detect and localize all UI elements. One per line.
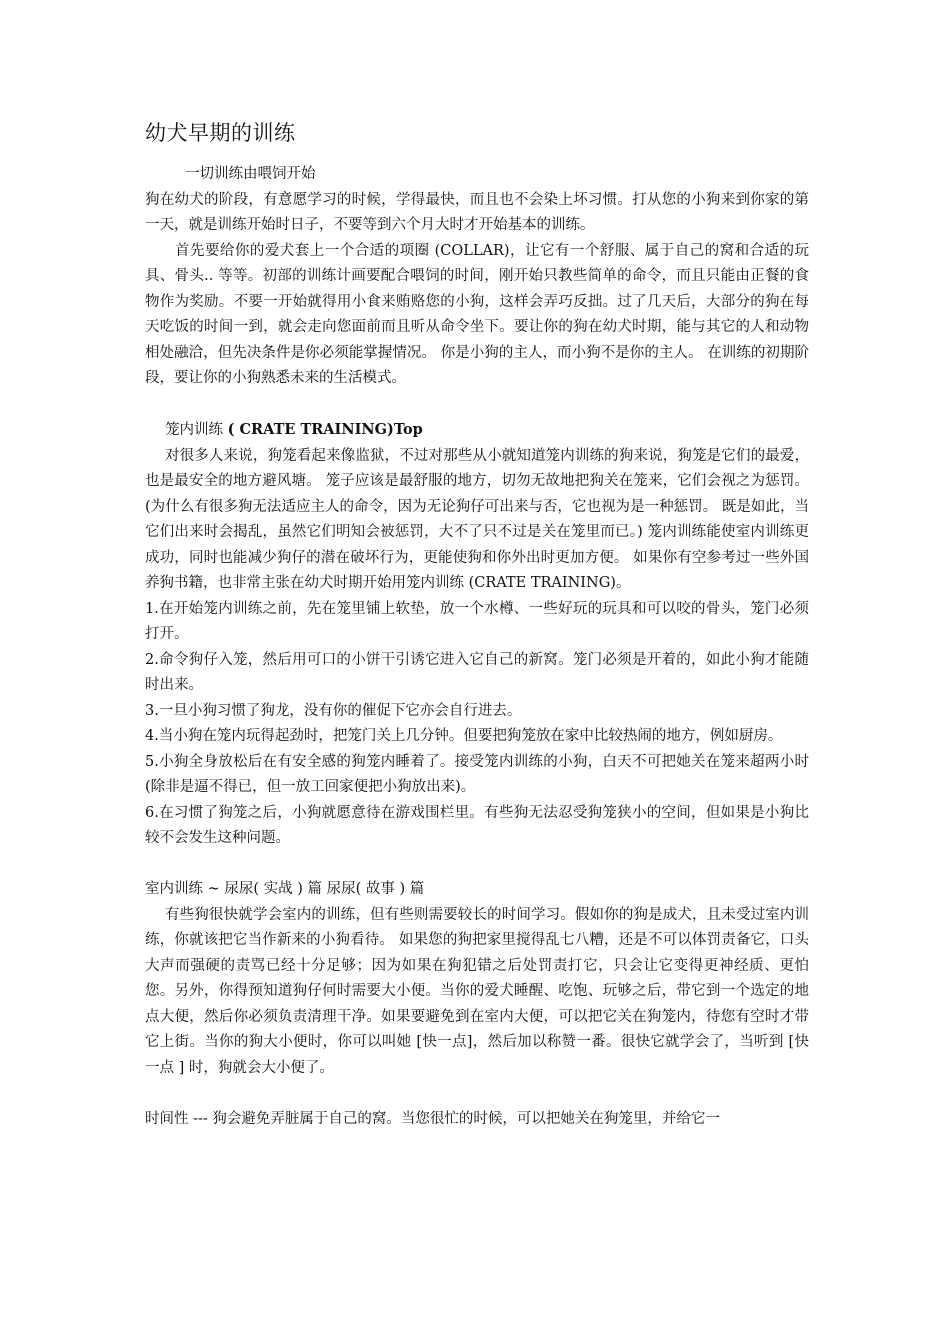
list-item: 1.在开始笼内训练之前，先在笼里铺上软垫，放一个水樽、一些好玩的玩具和可以咬的骨头，笼门必须打开。 [145,600,809,642]
document-page [145,118,809,1132]
section-feeding-paragraph-1: 狗在幼犬的阶段，有意愿学习的时候，学得最快，而且也不会染上坏习惯。打从您的小狗来到你家的第一天，就是训练开始时日子，不要等到六个月大时才开始基本的训练。 [145,191,809,233]
list-item: 4.当小狗在笼内玩得起劲时，把笼门关上几分钟。但要把狗笼放在家中比较热闹的地方，例如厨房。 [145,728,783,744]
section-crate-heading-cn: 笼内训练 [165,422,223,438]
list-item: 5.小狗全身放松后在有安全感的狗笼内睡着了。接受笼内训练的小狗，白天不可把她关在笼来超两小时 (除非是逼不得已，但一放工回家便把小狗放出来)。 [145,753,809,795]
section-crate-heading [145,417,809,444]
spacer [145,1081,809,1107]
page-title: 幼犬早期的训练 [145,121,296,145]
section-feeding-paragraph-2: 首先要给你的爱犬套上一个合适的项圈 (COLLAR)，让它有一个舒服、属于自己的窝和合适的玩具、骨头.. 等等。初部的训练计画要配合喂饲的时间，刚开始只教些简单的命令，而且只能由正餐的食物作为奖励。不要一开始就得用小食来贿赂您的小狗，这样会弄巧反拙。过了几天后，大部分的狗在每天吃饭的时间一到，就会走向您面前而且听从命令坐下。要让你的狗在幼犬时期，能与其它的人和动物相处融洽，但先决条件是你必须能掌握情况。 你是小狗的主人，而小狗不是你的主人。 在训练的初期阶段，要让你的小狗熟悉未来的生活模式。 [145,242,809,386]
section-indoor-paragraph: 有些狗很快就学会室内的训练，但有些则需要较长的时间学习。假如你的狗是成犬，且未受过室内训练，你就该把它当作新来的小狗看待。 如果您的狗把家里搅得乱七八糟，还是不可以体罚责备它，口头大声而强硬的责骂已经十分足够；因为如果在狗犯错之后处罚责打它，只会让它变得更神经质、更怕您。另外，你得预知道狗仔何时需要大小便。当你的爱犬睡醒、吃饱、玩够之后，带它到一个选定的地点大便，然后你必须负责清理干净。如果要避免到在室内大便，可以把它关在狗笼内，待您有空时才带它上街。当你的狗大小便时，你可以叫她 [快一点]，然后加以称赞一番。很快它就学会了，当听到 [快一点 ] 时，狗就会大小便了。 [145,906,809,1076]
list-item: 2.命令狗仔入笼，然后用可口的小饼干引诱它进入它自己的新窝。笼门必须是开着的，如此小狗才能随时出来。 [145,651,809,693]
section-crate-paragraph: 对很多人来说，狗笼看起来像监狱，不过对那些从小就知道笼内训练的狗来说，狗笼是它们的最爱，也是最安全的地方避风塘。 笼子应该是最舒服的地方，切勿无故地把狗关在笼来，它们会视之为惩罚。 (为什么有很多狗无法适应主人的命令，因为无论狗仔可出来与否，它也视为是一种惩罚。 既是如此，当它们出来时会揭乱，虽然它们明知会被惩罚，大不了只不过是关在笼里而已。) 笼内训练能使室内训练更成功，同时也能减少狗仔的潜在破坏行为，更能使狗和你外出时更加方便。 如果你有空参考过一些外国养狗书籍，也非常主张在幼犬时期开始用笼内训练 (CRATE TRAINING)。 [145,447,809,591]
section-crate-heading-en: ( CRATE TRAINING)Top [227,421,423,438]
list-item: 6.在习惯了狗笼之后，小狗就愿意待在游戏围栏里。有些狗无法忍受狗笼狭小的空间，但如果是小狗比较不会发生这种问题。 [145,804,809,846]
list-item: 3.一旦小狗习惯了狗龙，没有你的催促下它亦会自行进去。 [145,702,522,719]
section-feeding-subheading: 一切训练由喂饲开始 [185,166,316,182]
spacer [145,852,809,878]
section-indoor-heading: 室内训练 ~ 尿尿( 实战 ) 篇 尿尿( 故事 ) 篇 [145,881,425,897]
section-timing-paragraph: 时间性 --- 狗会避免弄脏属于自己的窝。当您很忙的时候，可以把她关在狗笼里，并给它一 [145,1110,720,1127]
spacer [145,392,809,418]
